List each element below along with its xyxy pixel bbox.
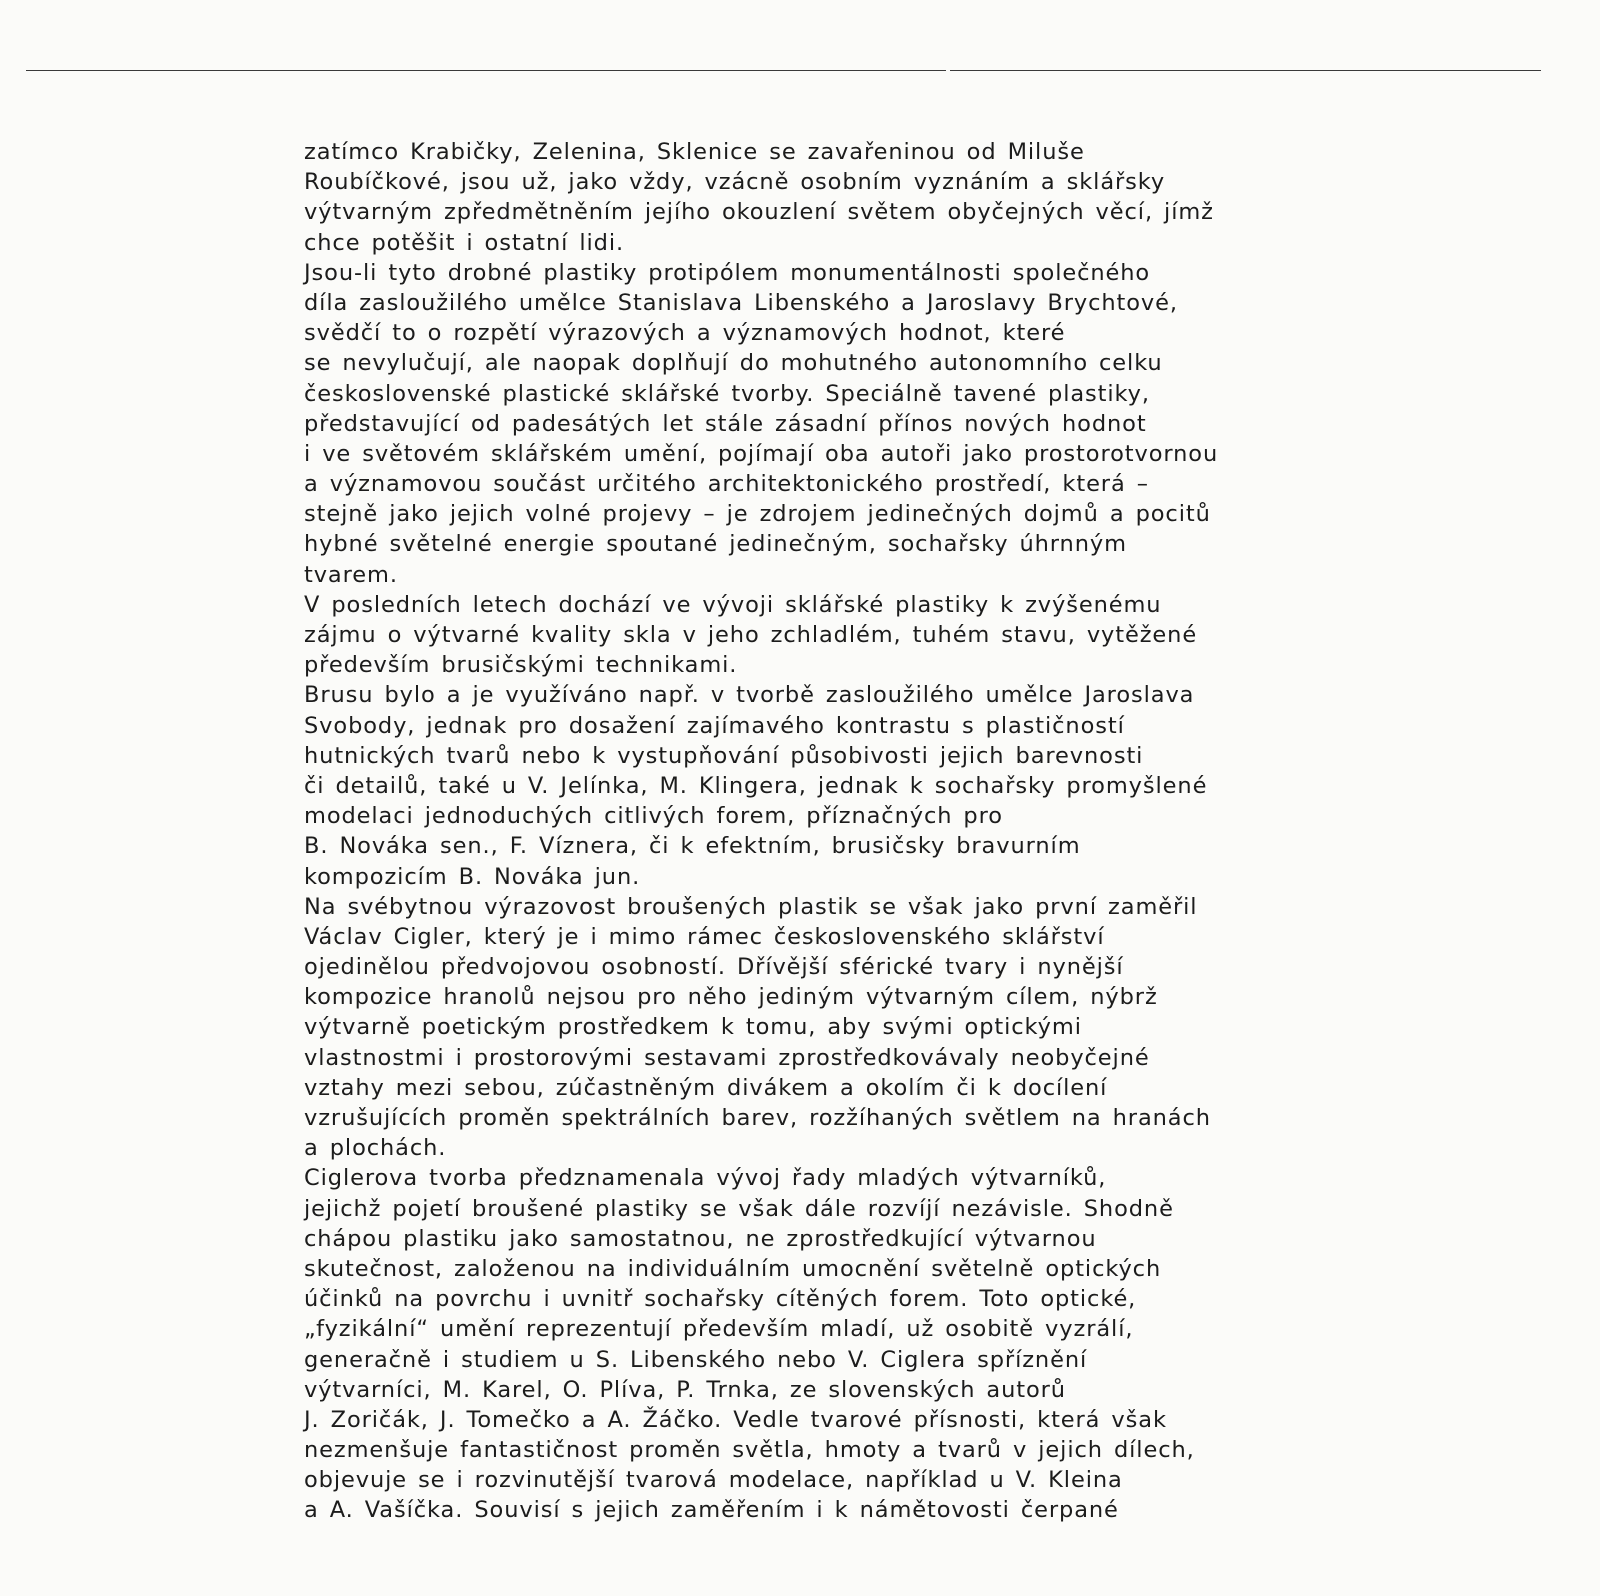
- text-line: Na svébytnou výrazovost broušených plastik se však jako první zaměřil: [304, 893, 1198, 920]
- text-line: zatímco Krabičky, Zelenina, Sklenice se zavařeninou od Miluše: [304, 139, 1085, 165]
- text-line: představující od padesátých let stále zásadní přínos nových hodnot: [304, 410, 1147, 437]
- text-line: objevuje se i rozvinutější tvarová modelace, například u V. Kleina: [304, 1467, 1123, 1494]
- text-line: Brusu bylo a je využíváno např. v tvorbě zasloužilého umělce Jaroslava: [304, 682, 1195, 709]
- text-line: kompozice hranolů nejsou pro něho jediným výtvarným cílem, nýbrž: [304, 984, 1158, 1011]
- text-line: se nevylučují, ale naopak doplňují do mohutného autonomního celku: [304, 350, 1163, 377]
- text-line: Svobody, jednak pro dosažení zajímavého kontrastu s plastičností: [304, 712, 1125, 739]
- text-line: a významovou součást určitého architektonického prostředí, která –: [304, 471, 1149, 498]
- header-rule-left: [26, 70, 946, 71]
- text-line: či detailů, také u V. Jelínka, M. Klingera, jednak k sochařsky promyšlené: [304, 772, 1208, 799]
- text-line: modelaci jednoduchých citlivých forem, příznačných pro: [304, 803, 1003, 830]
- text-line: B. Nováka sen., F. Víznera, či k efektním, brusičsky bravurním: [304, 833, 1081, 860]
- text-line: výtvarníci, M. Karel, O. Plíva, P. Trnka, ze slovenských autorů: [304, 1376, 1066, 1403]
- text-line: hybné světelné energie spoutané jedinečným, sochařsky úhrnným: [304, 531, 1127, 558]
- text-line: Ciglerova tvorba předznamenala vývoj řady mladých výtvarníků,: [304, 1165, 1107, 1192]
- text-line: účinků na povrchu i uvnitř sochařsky cítěných forem. Toto optické,: [304, 1286, 1137, 1313]
- article-text: [304, 137, 1264, 1526]
- text-line: Jsou-li tyto drobné plastiky protipólem monumentálnosti společného: [304, 259, 1151, 286]
- text-line: a plochách.: [304, 1135, 447, 1162]
- text-line: vlastnostmi i prostorovými sestavami zprostředkovávaly neobyčejné: [304, 1044, 1150, 1071]
- text-line: československé plastické sklářské tvorby. Speciálně tavené plastiky,: [304, 380, 1150, 407]
- text-line: a A. Vašíčka. Souvisí s jejich zaměřením i k námětovosti čerpané: [304, 1497, 1119, 1524]
- text-line: svědčí to o rozpětí výrazových a významových hodnot, které: [304, 320, 1066, 347]
- text-line: díla zasloužilého umělce Stanislava Libenského a Jaroslavy Brychtové,: [304, 289, 1178, 316]
- text-line: nezmenšuje fantastičnost proměn světla, hmoty a tvarů v jejich dílech,: [304, 1437, 1195, 1464]
- text-line: generačně i studiem u S. Libenského nebo V. Ciglera spříznění: [304, 1346, 1088, 1373]
- text-line: V posledních letech dochází ve vývoji sklářské plastiky k zvýšenému: [304, 591, 1162, 618]
- text-line: tvarem.: [304, 561, 398, 588]
- header-rule-right: [950, 70, 1541, 71]
- text-line: výtvarně poetickým prostředkem k tomu, aby svými optickými: [304, 1014, 1082, 1041]
- text-line: „fyzikální“ umění reprezentují především mladí, už osobitě vyzrálí,: [304, 1316, 1134, 1343]
- text-line: skutečnost, založenou na individuálním umocnění světelně optických: [304, 1255, 1162, 1282]
- text-line: zájmu o výtvarné kvality skla v jeho zchladlém, tuhém stavu, vytěžené: [304, 622, 1198, 648]
- text-line: kompozicím B. Nováka jun.: [304, 863, 641, 890]
- text-line: hutnických tvarů nebo k vystupňování působivosti jejich barevnosti: [304, 742, 1144, 769]
- text-line: chce potěšit i ostatní lidi.: [304, 229, 625, 256]
- text-line: stejně jako jejich volné projevy – je zdrojem jedinečných dojmů a pocitů: [304, 501, 1211, 528]
- text-line: vzrušujících proměn spektrálních barev, rozžíhaných světlem na hranách: [304, 1105, 1211, 1131]
- text-line: výtvarným zpředmětněním jejího okouzlení světem obyčejných věcí, jímž: [304, 199, 1214, 226]
- text-line: Václav Cigler, který je i mimo rámec československého sklářství: [304, 923, 1105, 950]
- text-line: chápou plastiku jako samostatnou, ne zprostředkující výtvarnou: [304, 1225, 1097, 1252]
- text-line: jejichž pojetí broušené plastiky se však dále rozvíjí nezávisle. Shodně: [304, 1195, 1174, 1222]
- text-line: i ve světovém sklářském umění, pojímají oba autoři jako prostorotvornou: [304, 440, 1219, 467]
- text-line: J. Zoričák, J. Tomečko a A. Žáčko. Vedle tvarové přísnosti, která však: [304, 1406, 1167, 1433]
- text-line: vztahy mezi sebou, zúčastněným divákem a okolím či k docílení: [304, 1074, 1108, 1101]
- text-line: Roubíčkové, jsou už, jako vždy, vzácně osobním vyznáním a sklářsky: [304, 169, 1166, 196]
- text-line: především brusičskými technikami.: [304, 652, 738, 679]
- text-line: ojedinělou předvojovou osobností. Dřívější sférické tvary i nynější: [304, 954, 1124, 981]
